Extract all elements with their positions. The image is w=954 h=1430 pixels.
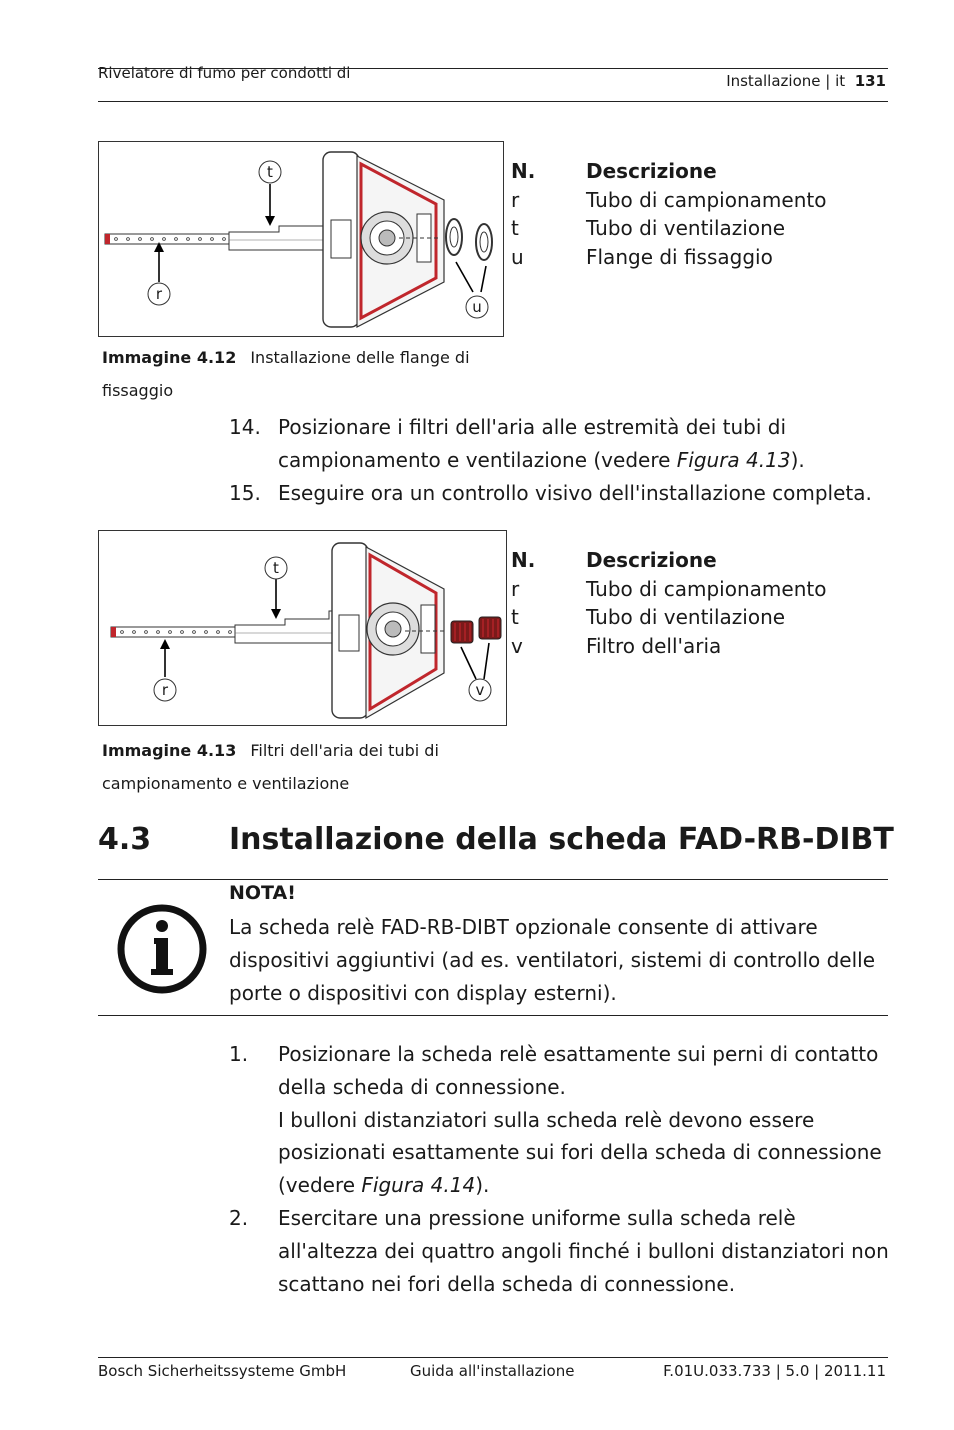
legend-description: Tubo di ventilazione: [586, 216, 786, 241]
section-title: Installazione della scheda FAD-RB-DIBT: [229, 822, 894, 857]
callout-t: t: [267, 163, 273, 181]
step-text: [278, 1038, 899, 1202]
legend-col-description: Descrizione: [586, 548, 717, 572]
caption-label: Immagine 4.12: [102, 348, 237, 367]
caption-text: Installazione delle flange di fissaggio: [102, 348, 470, 400]
figure-reference: Figura 4.14: [361, 1173, 476, 1198]
note-title: NOTA!: [229, 882, 296, 904]
legend-table-1: [511, 157, 826, 271]
note-text: La scheda relè FAD-RB-DIBT opzionale consente di attivare dispositivi aggiuntivi (ad es. ventilatori, sistemi di controllo delle porte o dispositivi con display esterni).: [229, 915, 876, 1005]
flange-installation-drawing: [99, 142, 503, 336]
legend-number: r: [511, 187, 520, 212]
running-header-title: Rivelatore di fumo per condotti di: [98, 64, 351, 82]
header-section-label: Installazione | it: [726, 72, 846, 90]
legend-row: [511, 214, 826, 243]
legend-col-number: N.: [511, 548, 536, 572]
legend-col-number: N.: [511, 159, 536, 183]
header-rule-bottom: [98, 101, 888, 102]
step-text: [278, 411, 899, 477]
steps-list-b: [229, 1038, 899, 1300]
step-item: [229, 477, 899, 510]
figure-air-filters: [98, 530, 507, 726]
legend-number: v: [511, 633, 523, 658]
legend-header-row: [511, 546, 826, 575]
page-number: 131: [854, 72, 886, 90]
step-item: [229, 1038, 899, 1202]
legend-number: t: [511, 216, 519, 241]
legend-number: t: [511, 605, 519, 630]
legend-row: [511, 632, 826, 661]
info-icon: [116, 903, 208, 995]
running-header-section: [726, 72, 886, 90]
legend-col-description: Descrizione: [586, 159, 717, 183]
step-subtext-end: ).: [475, 1173, 490, 1198]
legend-row: [511, 575, 826, 604]
header-rule-top: [98, 68, 888, 69]
figure-flange-installation: [98, 141, 504, 337]
legend-description: Flange di fissaggio: [586, 244, 773, 269]
step-text: Eseguire ora un controllo visivo dell'installazione completa.: [278, 480, 872, 505]
caption-label: Immagine 4.13: [102, 741, 237, 760]
callout-r: r: [161, 681, 169, 699]
figure-caption-2: [102, 734, 507, 800]
legend-table-2: [511, 546, 826, 660]
legend-row: [511, 243, 826, 272]
legend-number: r: [511, 576, 520, 601]
step-text-main: Posizionare la scheda relè esattamente sui perni di contatto della scheda di connessione.: [278, 1042, 879, 1099]
figure-reference: Figura 4.13: [676, 447, 791, 472]
callout-v: v: [475, 681, 485, 699]
step-item: [229, 1202, 899, 1300]
section-number: 4.3: [98, 822, 152, 857]
callout-t: t: [273, 559, 279, 577]
callout-u: u: [472, 298, 482, 316]
footer-rule: [98, 1357, 888, 1358]
footer-company: Bosch Sicherheitssysteme GmbH: [98, 1362, 347, 1380]
step-number: 14.: [229, 415, 261, 439]
step-item: [229, 411, 899, 477]
step-text: Esercitare una pressione uniforme sulla scheda relè all'altezza dei quattro angoli finché i bulloni distanziatori non scattano nei fori della scheda di connessione.: [278, 1205, 889, 1296]
legend-description: Filtro dell'aria: [586, 633, 722, 658]
step-subtext: I bulloni distanziatori sulla scheda relè devono essere posizionati esattamente sui fori della scheda di connessione (vedere: [278, 1107, 882, 1198]
legend-row: [511, 186, 826, 215]
legend-header-row: [511, 157, 826, 186]
legend-description: Tubo di campionamento: [586, 187, 827, 212]
step-number: 15.: [229, 480, 261, 505]
legend-description: Tubo di campionamento: [586, 576, 827, 601]
legend-row: [511, 603, 826, 632]
air-filters-drawing: [99, 531, 506, 725]
step-text-main: Posizionare i filtri dell'aria alle estremità dei tubi di campionamento e ventilazione (vedere: [278, 415, 787, 472]
figure-caption-1: [102, 341, 507, 407]
callout-r: r: [155, 285, 163, 303]
step-text-end: ).: [790, 447, 805, 472]
note-rule-bottom: [98, 1015, 888, 1016]
legend-description: Tubo di ventilazione: [586, 605, 786, 630]
footer-doc-id: F.01U.033.733 | 5.0 | 2011.11: [663, 1362, 886, 1380]
caption-text: Filtri dell'aria dei tubi di campionamento e ventilazione: [102, 741, 439, 793]
footer-doc-type: Guida all'installazione: [410, 1362, 575, 1380]
steps-list-a: [229, 411, 899, 509]
step-number: 1.: [229, 1042, 249, 1066]
step-number: 2.: [229, 1205, 249, 1230]
legend-number: u: [511, 244, 524, 269]
note-rule-top: [98, 879, 888, 880]
